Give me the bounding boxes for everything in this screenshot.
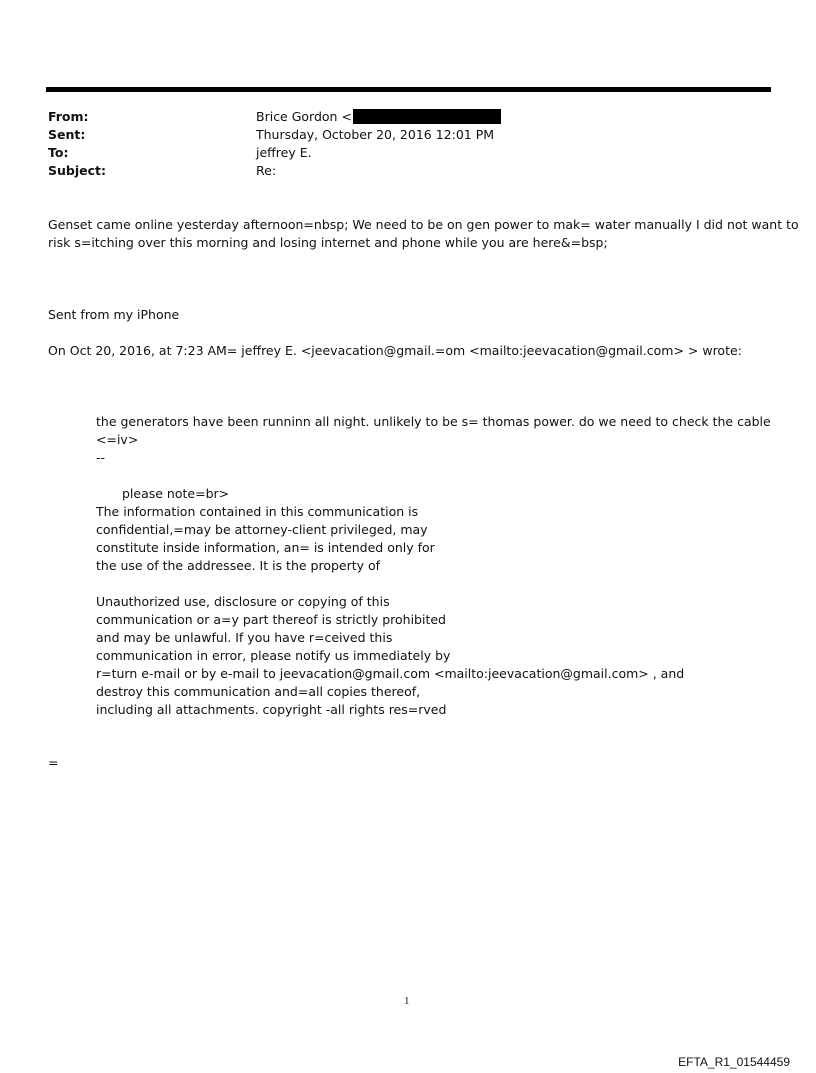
notice-line: Unauthorized use, disclosure or copying of this bbox=[96, 594, 390, 609]
body-line: Genset came online yesterday afternoon=nbsp; We need to be on gen power to mak= water manually I did not want to bbox=[48, 217, 799, 232]
notice-line: and may be unlawful. If you have r=ceived this bbox=[96, 630, 393, 645]
notice-line: destroy this communication and=all copies thereof, bbox=[96, 684, 421, 699]
confidentiality-notice bbox=[96, 503, 435, 575]
sent-row bbox=[48, 126, 501, 144]
page-number: 1 bbox=[404, 995, 410, 1007]
body-paragraph bbox=[48, 216, 799, 252]
notice-line: The information contained in this communication is bbox=[96, 504, 419, 519]
unauthorized-notice bbox=[96, 593, 684, 719]
from-value bbox=[256, 108, 501, 126]
from-row bbox=[48, 108, 501, 126]
notice-line: constitute inside information, an= is intended only for bbox=[96, 540, 435, 555]
subject-value: Re: bbox=[256, 163, 277, 178]
notice-line: communication in error, please notify us immediately by bbox=[96, 648, 451, 663]
notice-line: including all attachments. copyright -all rights res=rved bbox=[96, 702, 447, 717]
subject-row bbox=[48, 162, 501, 180]
notice-line: communication or a=y part thereof is strictly prohibited bbox=[96, 612, 446, 627]
bates-number: EFTA_R1_01544459 bbox=[678, 1055, 790, 1069]
subject-label: Subject: bbox=[48, 163, 106, 178]
notice-line: the use of the addressee. It is the property of bbox=[96, 558, 381, 573]
sent-label: Sent: bbox=[48, 127, 86, 142]
from-label: From: bbox=[48, 109, 89, 124]
quoted-line: the generators have been runninn all night. unlikely to be s= thomas power. do we need to check the cable bbox=[96, 414, 771, 429]
notice-line: confidential,=may be attorney-client privileged, may bbox=[96, 522, 428, 537]
trailing-char: = bbox=[48, 755, 59, 770]
email-header bbox=[48, 108, 501, 180]
quoted-line: -- bbox=[96, 450, 106, 465]
from-text: Brice Gordon < bbox=[256, 109, 352, 124]
notice-line: r=turn e-mail or by e-mail to jeevacation@gmail.com <mailto:jeevacation@gmail.com> , and bbox=[96, 666, 685, 681]
quoted-message bbox=[96, 413, 771, 467]
quote-intro: On Oct 20, 2016, at 7:23 AM= jeffrey E. <jeevacation@gmail.=om <mailto:jeevacation@gmail.com> > wrote: bbox=[48, 343, 742, 358]
body-line: risk s=itching over this morning and losing internet and phone while you are here&=bsp; bbox=[48, 235, 608, 250]
note-line: please note=br> bbox=[122, 486, 230, 501]
to-label: To: bbox=[48, 145, 69, 160]
sent-from-line: Sent from my iPhone bbox=[48, 307, 180, 322]
to-row bbox=[48, 144, 501, 162]
redaction-box bbox=[353, 109, 501, 124]
quoted-line: <=iv> bbox=[96, 432, 139, 447]
to-value: jeffrey E. bbox=[256, 145, 312, 160]
sent-value: Thursday, October 20, 2016 12:01 PM bbox=[256, 127, 495, 142]
header-rule bbox=[46, 87, 771, 92]
